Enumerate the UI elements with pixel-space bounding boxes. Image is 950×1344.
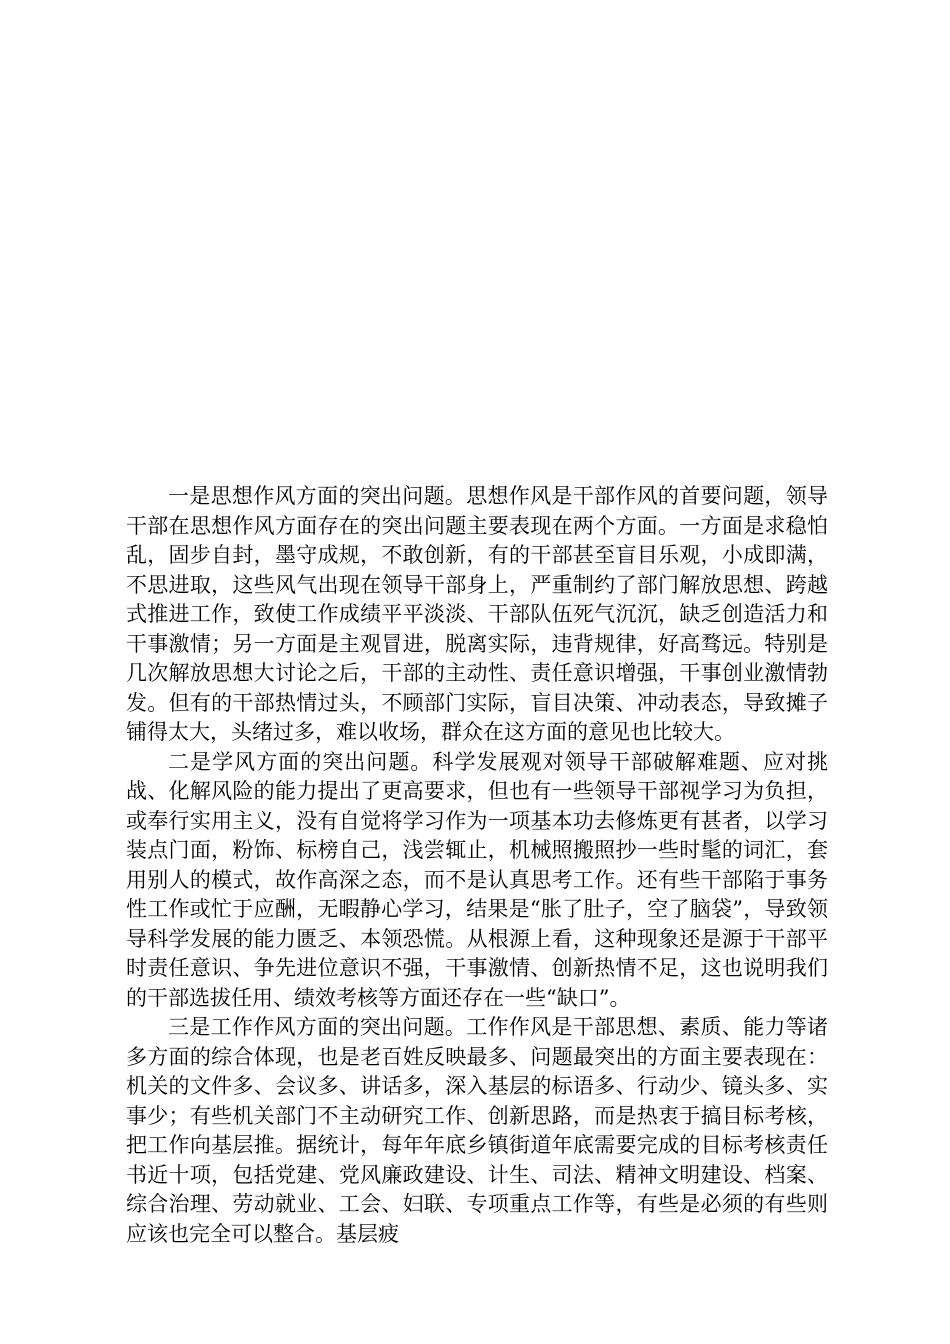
paragraph-study-style: 二是学风方面的突出问题。科学发展观对领导干部破解难题、应对挑战、化解风险的能力提出了更高要求，但也有一些领导干部视学习为负担，或奉行实用主义，没有自觉将学习作为一项基本功去修炼更有甚者，以学习装点门面，粉饰、标榜自己，浅尝辄止，机械照搬照抄一些时髦的词汇，套用别人的模式，故作高深之态，而不是认真思考工作。还有些干部陷于事务性工作或忙于应酬，无暇静心学习，结果是“胀了肚子，空了脑袋”，导致领导科学发展的能力匮乏、本领恐慌。从根源上看，这种现象还是源于干部平时责任意识、争先进位意识不强，干事激情、创新热情不足，这也说明我们的干部选拔任用、绩效考核等方面还存在一些“缺口”。	[126, 749, 828, 1010]
paragraph-thinking-style: 一是思想作风方面的突出问题。思想作风是干部作风的首要问题，领导干部在思想作风方面存在的突出问题主要表现在两个方面。一方面是求稳怕乱，固步自封，墨守成规，不敢创新，有的干部甚至盲目乐观，小成即满，不思进取，这些风气出现在领导干部身上，严重制约了部门解放思想、跨越式推进工作，致使工作成绩平平淡淡、干部队伍死气沉沉，缺乏创造活力和干事激情；另一方面是主观冒进，脱离实际，违背规律，好高骛远。特别是几次解放思想大讨论之后，干部的主动性、责任意识增强，干事创业激情勃发。但有的干部热情过头，不顾部门实际，盲目决策、冲动表态，导致摊子铺得太大，头绪过多，难以收场，群众在这方面的意见也比较大。	[126, 484, 828, 744]
paragraph-work-style: 三是工作作风方面的突出问题。工作作风是干部思想、素质、能力等诸多方面的综合体现，也是老百姓反映最多、问题最突出的方面主要表现在：机关的文件多、会议多、讲话多，深入基层的标语多、行动少、镜头多、实事少；有些机关部门不主动研究工作、创新思路，而是热衷于搞目标考核，把工作向基层推。据统计，每年年底乡镇街道年底需要完成的目标考核责任书近十项，包括党建、党风廉政建设、计生、司法、精神文明建设、档案、综合治理、劳动就业、工会、妇联、专项重点工作等，有些是必须的有些则应该也完全可以整合。基层疲	[126, 1015, 828, 1246]
document-body	[126, 482, 828, 1249]
